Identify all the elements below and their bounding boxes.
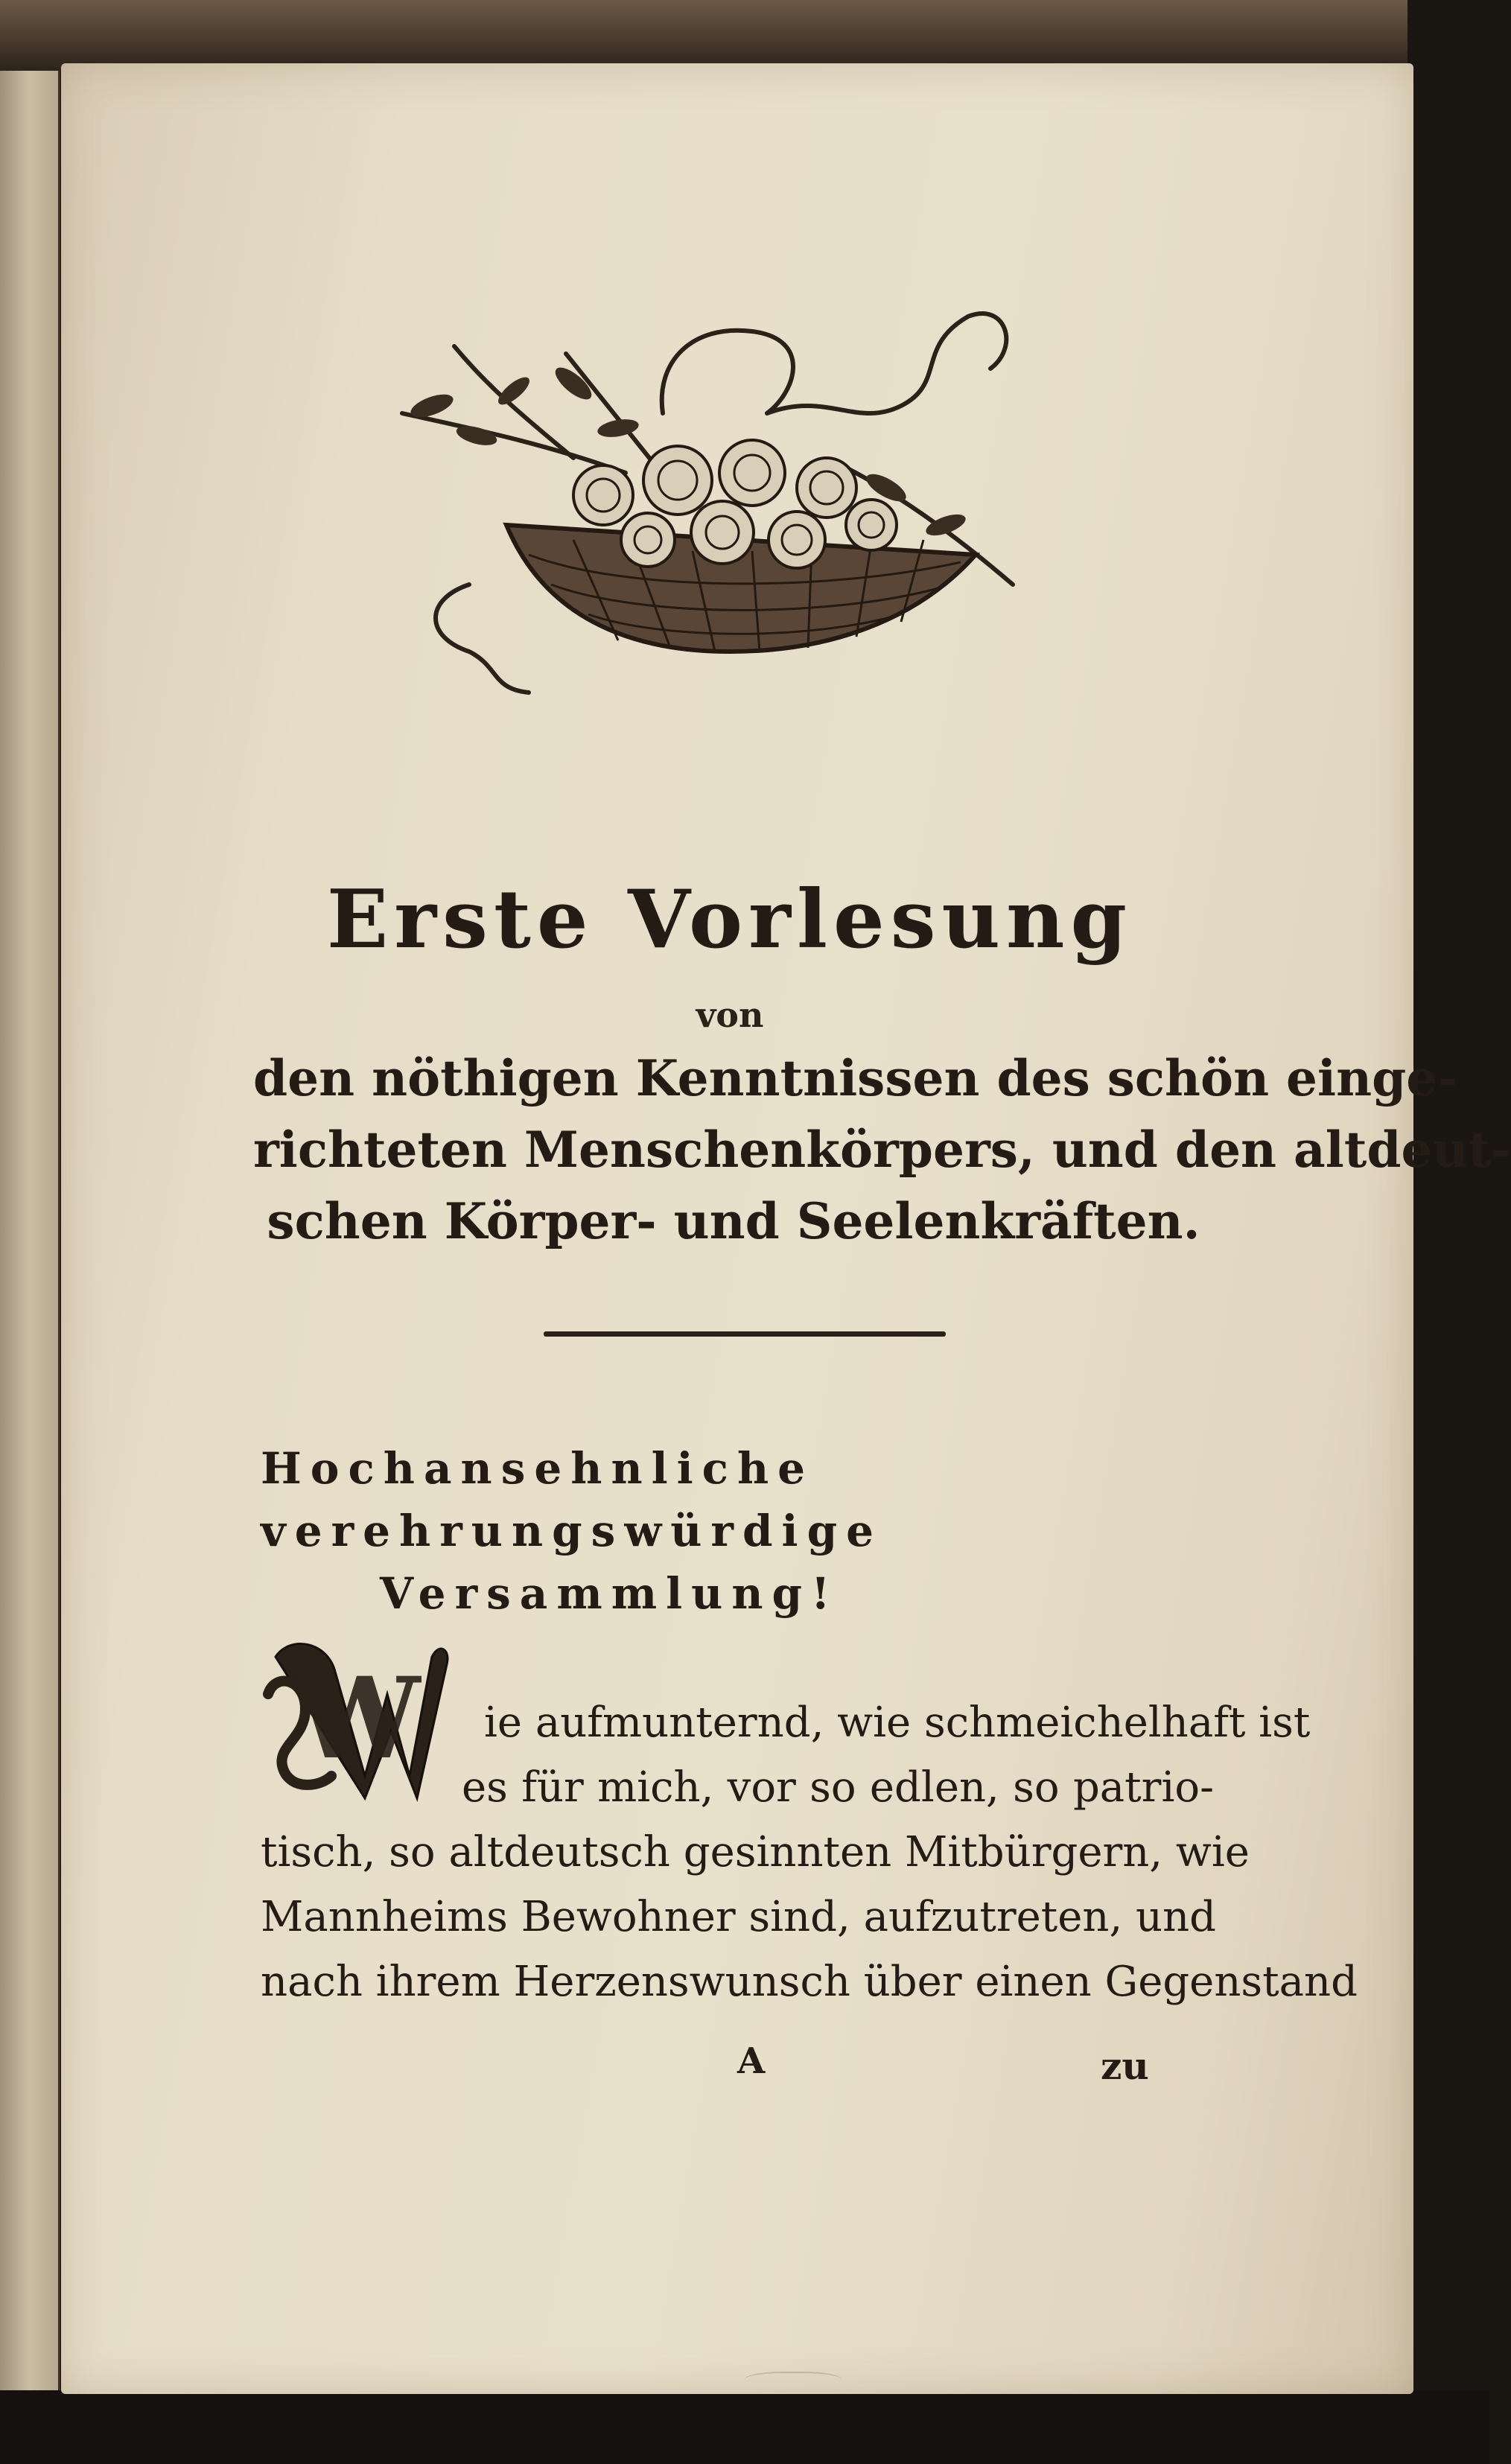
- subtitle-line: den nöthigen Kenntnissen des schön einge-: [253, 1049, 1458, 1107]
- body-line: es für mich, vor so edlen, so patrio-: [462, 1763, 1214, 1812]
- body-line: ie aufmunternd, wie schmeichelhaft ist: [484, 1699, 1311, 1747]
- subtitle-line: richteten Menschenkörpers, und den altdeut-: [253, 1121, 1511, 1179]
- body-line: nach ihrem Herzenswunsch über einen Gegenstand: [261, 1958, 1358, 2006]
- salutation-line-2: Versammlung!: [380, 1568, 839, 1619]
- drop-cap-letter: W: [294, 1653, 421, 1784]
- book-bottom-shadow: [0, 2390, 1489, 2464]
- body-line: tisch, so altdeutsch gesinnten Mitbürgern, wie: [261, 1828, 1250, 1876]
- signature-mark: A: [737, 2040, 766, 2082]
- subtitle-line: schen Körper- und Seelenkräften.: [267, 1192, 1200, 1250]
- body-line: Mannheims Bewohner sind, aufzutreten, und: [261, 1893, 1217, 1941]
- flower-basket-ornament: [380, 302, 1065, 704]
- facing-page-edge: [0, 71, 60, 2390]
- book-top-edge: [0, 0, 1407, 71]
- pencil-mark: [745, 2372, 842, 2391]
- catchword: zu: [1101, 2044, 1149, 2088]
- body-paragraph: [261, 1690, 1358, 2014]
- title-connector: von: [696, 995, 764, 1035]
- lecture-title: Erste Vorlesung: [326, 873, 1133, 967]
- salutation-line-1: Hochansehnliche verehrungswürdige: [261, 1443, 883, 1556]
- section-divider: [544, 1331, 946, 1337]
- salutation: [261, 1437, 1214, 1625]
- lecture-subtitle: [253, 1042, 1511, 1257]
